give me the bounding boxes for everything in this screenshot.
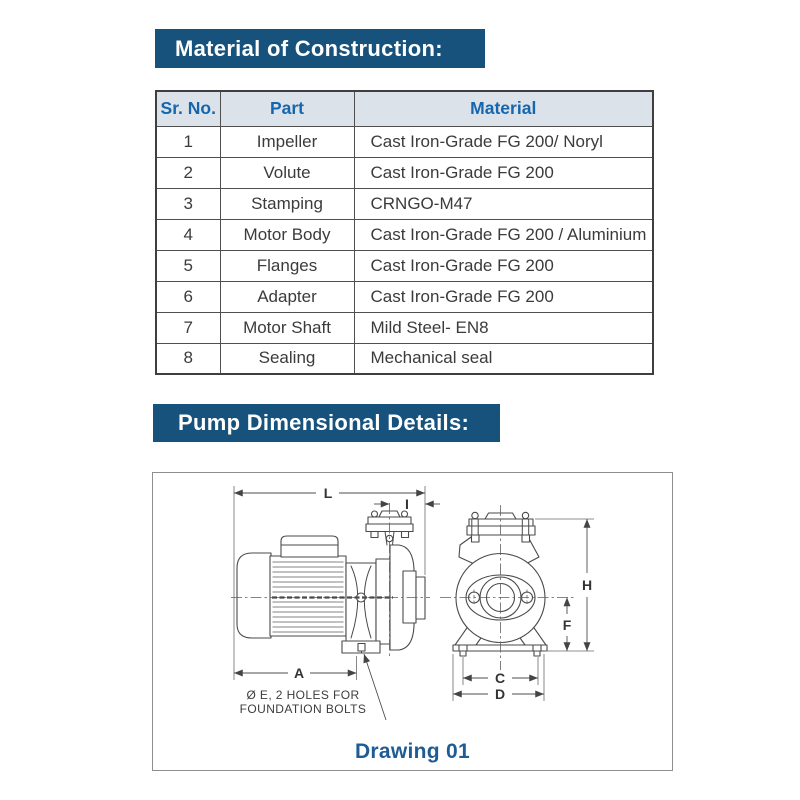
- section-header-material: [155, 29, 485, 68]
- cell-sr-no: 4: [156, 219, 220, 250]
- foundation-bolt-hole: [358, 644, 365, 652]
- cell-material: Mild Steel- EN8: [354, 312, 653, 343]
- table-header-row: [156, 91, 653, 126]
- cell-sr-no: 5: [156, 250, 220, 281]
- table-row: [156, 219, 653, 250]
- col-header-material: Material: [354, 91, 653, 126]
- section-header-dimensions: [153, 404, 500, 442]
- foundation-bolt-hole: [533, 645, 541, 651]
- top-flange-front-lower: [467, 526, 535, 535]
- cell-material: CRNGO-M47: [354, 188, 653, 219]
- cell-material: Cast Iron-Grade FG 200: [354, 157, 653, 188]
- drawing-caption: Drawing 01: [354, 740, 471, 763]
- cell-material: Cast Iron-Grade FG 200/ Noryl: [354, 126, 653, 157]
- flange-bolt: [372, 511, 378, 517]
- cell-sr-no: 8: [156, 343, 220, 374]
- table-row: [156, 343, 653, 374]
- table-row: [156, 250, 653, 281]
- cell-sr-no: 3: [156, 188, 220, 219]
- dim-label-h: H: [581, 577, 593, 593]
- dim-label-d: D: [494, 686, 506, 702]
- dim-label-c: C: [494, 670, 506, 686]
- cell-material: Cast Iron-Grade FG 200: [354, 281, 653, 312]
- cell-part: Volute: [220, 157, 354, 188]
- annotation-line2: FOUNDATION BOLTS: [239, 702, 367, 716]
- cell-sr-no: 2: [156, 157, 220, 188]
- cell-material: Cast Iron-Grade FG 200 / Aluminium: [354, 219, 653, 250]
- table-row: [156, 281, 653, 312]
- cell-part: Impeller: [220, 126, 354, 157]
- discharge-port-face: [416, 577, 425, 619]
- material-table-container: [155, 90, 654, 375]
- cell-sr-no: 7: [156, 312, 220, 343]
- pump-dimension-drawing: [153, 473, 672, 770]
- section-title-dimensions: Pump Dimensional Details:: [178, 410, 470, 435]
- col-header-part: Part: [220, 91, 354, 126]
- cell-sr-no: 1: [156, 126, 220, 157]
- table-row: [156, 188, 653, 219]
- dimension-drawing-box: [152, 472, 673, 771]
- col-header-sr-no: Sr. No.: [156, 91, 220, 126]
- motor-body: [270, 556, 346, 636]
- cell-part: Flanges: [220, 250, 354, 281]
- bolt-stub: [460, 651, 466, 656]
- flange-nut: [402, 532, 409, 538]
- cell-sr-no: 6: [156, 281, 220, 312]
- cell-part: Adapter: [220, 281, 354, 312]
- cell-part: Sealing: [220, 343, 354, 374]
- cell-part: Motor Shaft: [220, 312, 354, 343]
- table-row: [156, 126, 653, 157]
- flange-nut: [371, 532, 378, 538]
- cell-part: Motor Body: [220, 219, 354, 250]
- motor-rear-cap: [237, 553, 271, 638]
- leader-line: [364, 654, 386, 720]
- pump-side-view: [237, 511, 425, 653]
- dim-label-a: A: [293, 665, 305, 681]
- dim-label-i: I: [405, 496, 409, 512]
- dim-label-f: F: [562, 617, 572, 633]
- bolt-stub: [534, 651, 540, 656]
- cell-part: Stamping: [220, 188, 354, 219]
- pump-front-view: [453, 512, 547, 656]
- cell-material: Cast Iron-Grade FG 200: [354, 250, 653, 281]
- flange-nut: [472, 535, 480, 542]
- table-row: [156, 157, 653, 188]
- seal-backplate: [376, 559, 390, 644]
- dim-label-l: L: [323, 485, 333, 501]
- discharge-port: [403, 571, 416, 623]
- foundation-bolt-hole: [459, 645, 467, 651]
- terminal-box: [281, 536, 338, 557]
- flange-nut: [522, 535, 530, 542]
- material-table: [155, 90, 654, 375]
- cell-material: Mechanical seal: [354, 343, 653, 374]
- table-row: [156, 312, 653, 343]
- annotation-line1: Ø E, 2 HOLES FOR: [246, 688, 360, 702]
- flange-bolt: [472, 512, 478, 518]
- section-title-material: Material of Construction:: [175, 35, 443, 61]
- flange-bolt: [522, 512, 528, 518]
